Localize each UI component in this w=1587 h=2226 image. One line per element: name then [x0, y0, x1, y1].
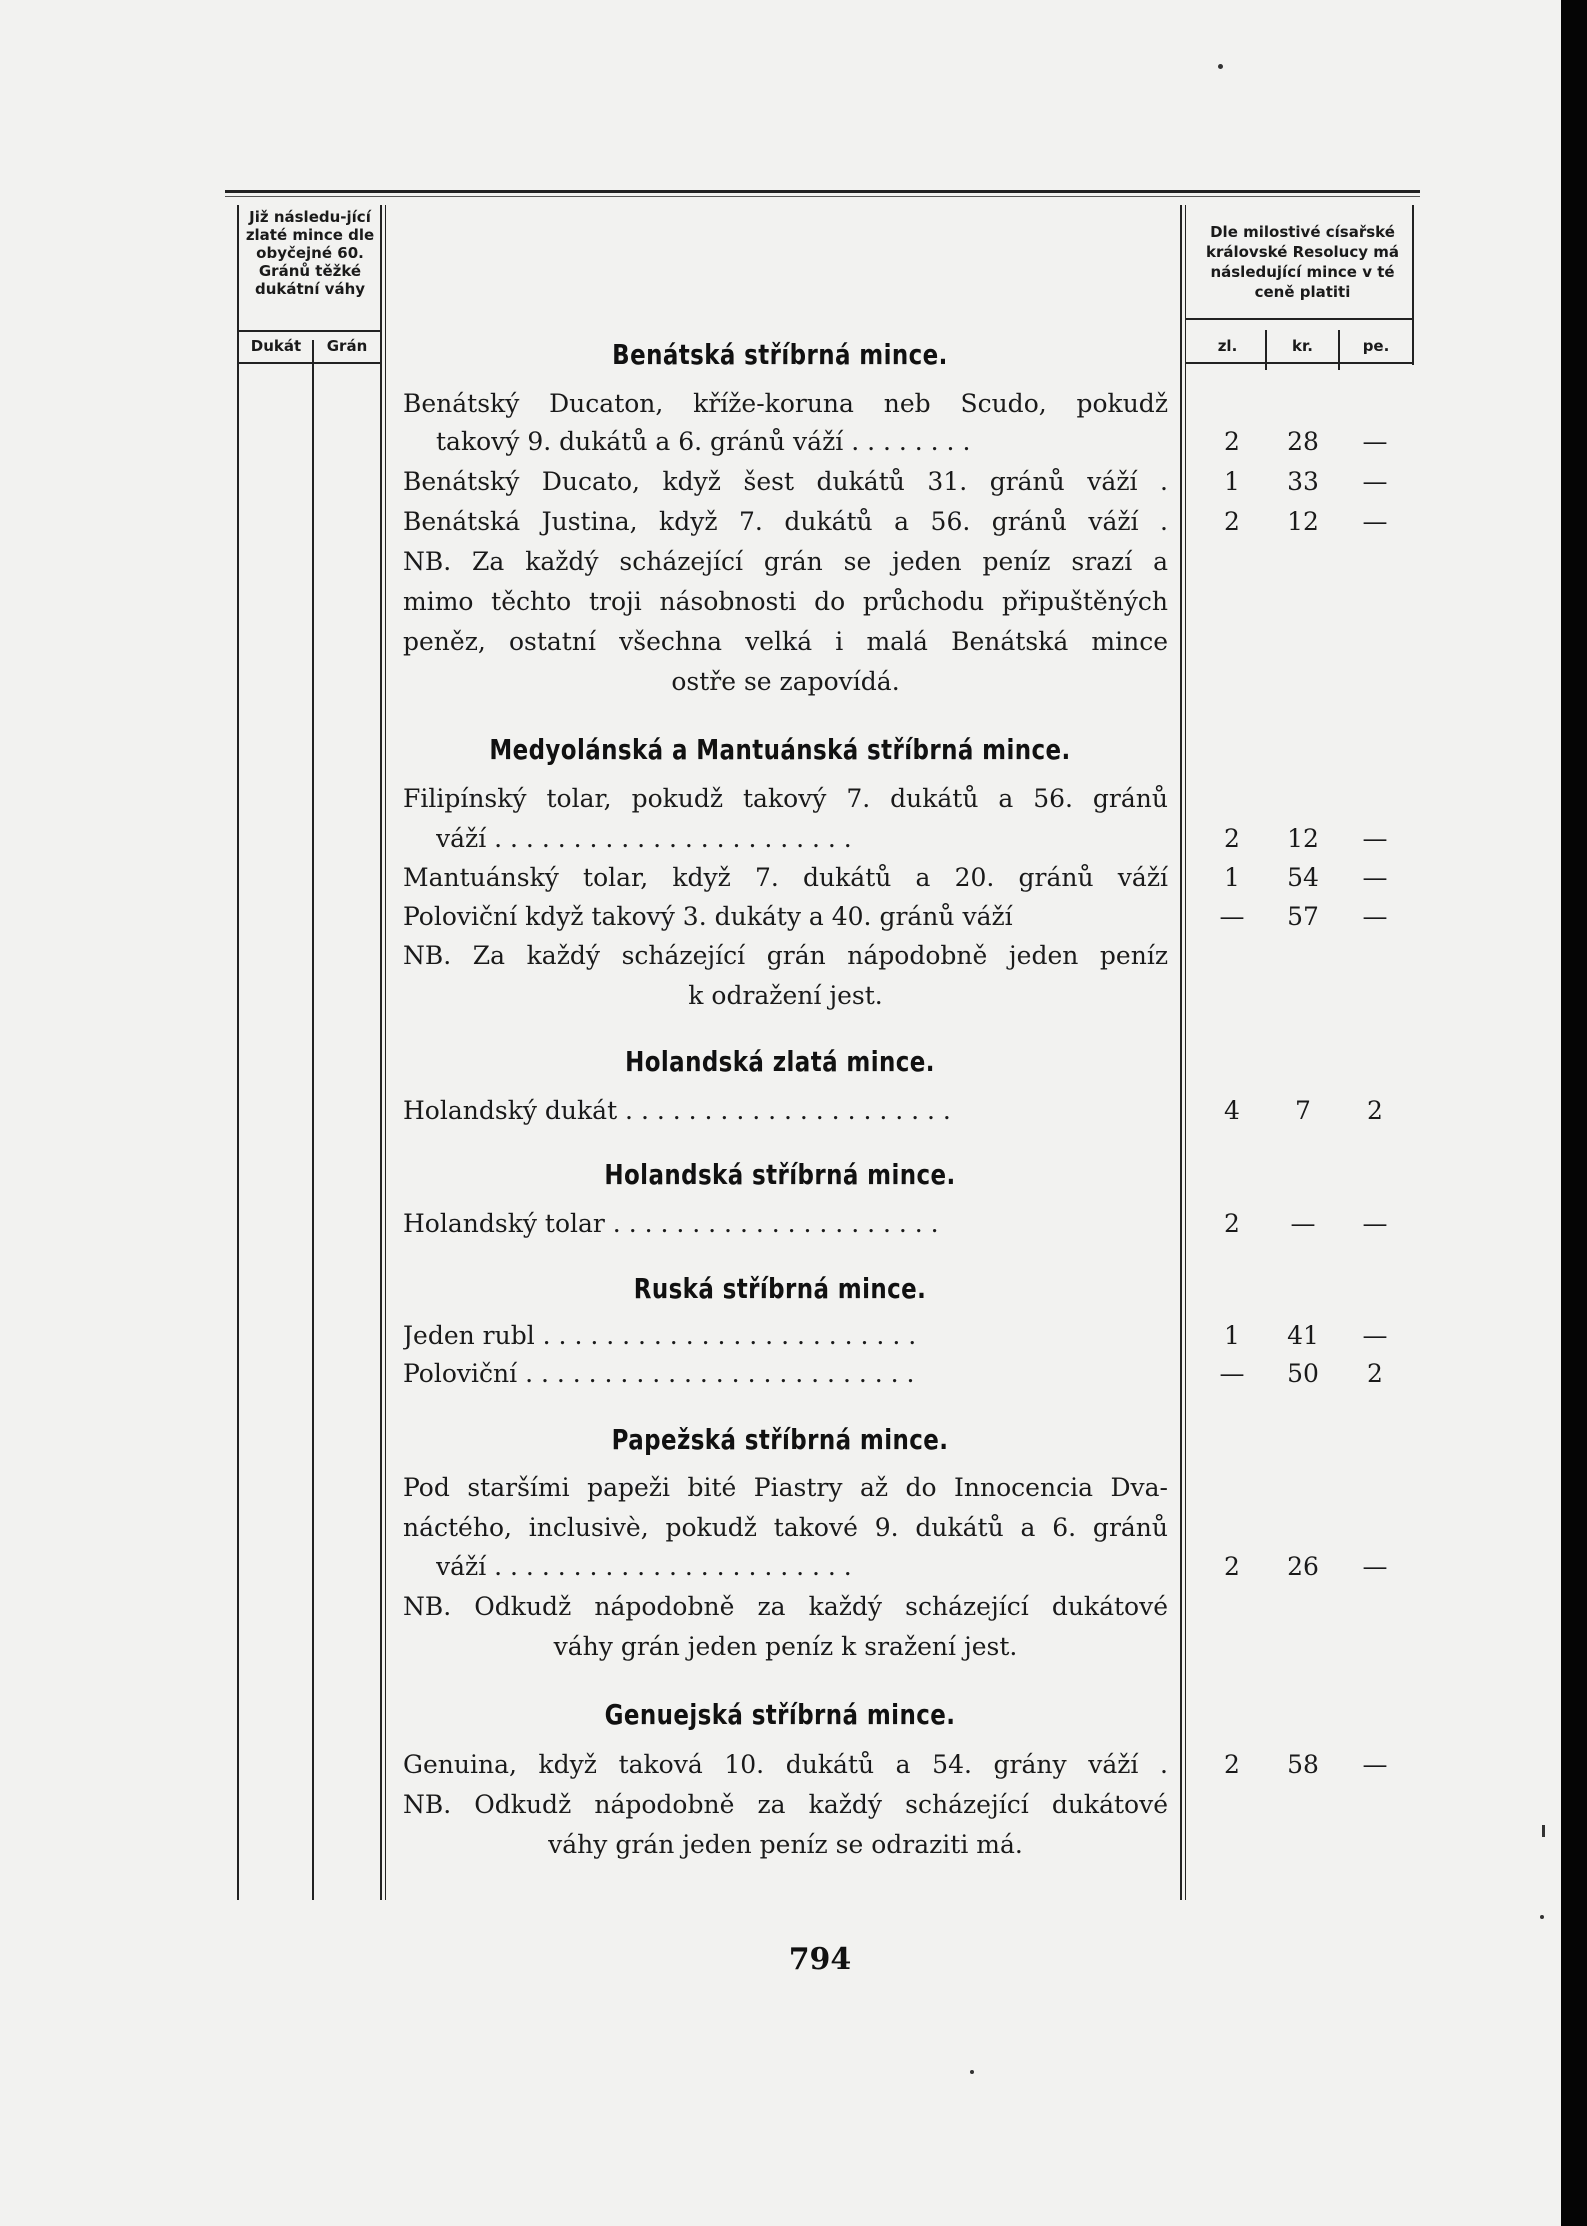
entry-line: Holandský dukát . . . . . . . . . . . . . . . . . . . . .: [403, 1096, 951, 1125]
entry-line: váží . . . . . . . . . . . . . . . . . . . . . . .: [436, 824, 852, 853]
note-line: k odražení jest.: [688, 981, 883, 1010]
note-line: váhy grán jeden peníz se odraziti má.: [548, 1830, 1023, 1859]
entry-line: váží . . . . . . . . . . . . . . . . . . . . . . .: [436, 1552, 852, 1581]
entry-line: Benátská Justina, když 7. dukátů a 56. gránů váží .: [403, 507, 1168, 536]
value-kr: 58: [1287, 1750, 1319, 1779]
value-kr: 12: [1287, 507, 1319, 536]
value-zl: 2: [1224, 427, 1240, 456]
note-line: NB. Odkudž nápodobně za každý scházející dukátové: [403, 1790, 1168, 1819]
value-pe: —: [1362, 467, 1388, 496]
left-col-dukat-header: Dukát: [250, 337, 302, 355]
right-text-border-2: [1185, 205, 1186, 1900]
entry-line: Mantuánský tolar, když 7. dukátů a 20. gránů váží: [403, 863, 1168, 892]
value-pe: —: [1362, 1552, 1388, 1581]
value-zl: 2: [1224, 507, 1240, 536]
section-title: Ruská stříbrná mince.: [633, 1272, 927, 1305]
section-title: Benátská stříbrná mince.: [612, 338, 948, 371]
entry-line: Poloviční když takový 3. dukáty a 40. gránů váží: [403, 902, 1013, 931]
value-zl: 2: [1224, 1209, 1240, 1238]
section-title: Genuejská stříbrná mince.: [604, 1698, 956, 1731]
section-title: Medyolánská a Mantuánská stříbrná mince.: [489, 733, 1071, 766]
value-zl: 2: [1224, 1552, 1240, 1581]
note-line: NB. Za každý scházející grán se jeden peníz srazí a: [403, 547, 1168, 576]
top-rule-thin: [225, 196, 1420, 197]
col-zl-header: zl.: [1217, 337, 1238, 355]
entry-line: náctého, inclusivè, pokudž takové 9. dukátů a 6. gránů: [403, 1513, 1168, 1542]
entry-line: Benátský Ducaton, kříže-koruna neb Scudo, pokudž: [403, 389, 1168, 418]
note-line: ostře se zapovídá.: [671, 667, 900, 696]
value-kr: 7: [1295, 1096, 1311, 1125]
page-number: 794: [788, 1942, 852, 1977]
value-zl: 2: [1224, 1750, 1240, 1779]
value-zl: 4: [1224, 1096, 1240, 1125]
value-kr: 28: [1287, 427, 1319, 456]
entry-line: takový 9. dukátů a 6. gránů váží . . . . . . . .: [436, 427, 971, 456]
entry-line: Poloviční . . . . . . . . . . . . . . . . . . . . . . . . .: [403, 1359, 915, 1388]
value-kr: 50: [1287, 1359, 1319, 1388]
value-pe: —: [1362, 507, 1388, 536]
value-zl: —: [1219, 1359, 1245, 1388]
value-pe: —: [1362, 824, 1388, 853]
scan-speck: [1542, 1825, 1545, 1837]
left-text-border-2: [385, 205, 386, 1900]
col-kr-header: kr.: [1292, 337, 1313, 355]
section-title: Holandská zlatá mince.: [625, 1045, 935, 1078]
scan-speck: [970, 2070, 974, 2074]
entry-line: Pod staršími papeži bité Piastry až do Innocencia Dva-: [403, 1473, 1168, 1502]
value-kr: 54: [1287, 863, 1319, 892]
value-kr: 26: [1287, 1552, 1319, 1581]
left-table-border: [237, 205, 239, 1900]
value-pe: —: [1362, 1209, 1388, 1238]
note-line: mimo těchto troji násobnosti do průchodu připuštěných: [403, 587, 1168, 616]
value-pe: —: [1362, 902, 1388, 931]
left-text-border: [380, 205, 382, 1900]
value-zl: —: [1219, 902, 1245, 931]
value-pe: —: [1362, 427, 1388, 456]
note-line: NB. Odkudž nápodobně za každý scházející dukátové: [403, 1592, 1168, 1621]
right-header-caption: Dle milostivé císařské královské Resolucy má následující mince v té ceně platiti: [1205, 223, 1400, 301]
value-kr: 33: [1287, 467, 1319, 496]
entry-line: Filipínský tolar, pokudž takový 7. dukátů a 56. gránů: [403, 784, 1168, 813]
left-col-divider: [312, 340, 314, 1900]
value-kr: 12: [1287, 824, 1319, 853]
section-title: Papežská stříbrná mince.: [611, 1423, 949, 1456]
top-rule: [225, 190, 1420, 193]
entry-line: Holandský tolar . . . . . . . . . . . . . . . . . . . . .: [403, 1209, 939, 1238]
value-zl: 1: [1224, 467, 1240, 496]
right-text-border: [1180, 205, 1182, 1900]
value-kr: 57: [1287, 902, 1319, 931]
value-pe: 2: [1367, 1096, 1383, 1125]
left-header-rule: [237, 330, 382, 332]
right-table-border: [1412, 205, 1414, 365]
value-pe: —: [1362, 1750, 1388, 1779]
value-zl: 1: [1224, 1321, 1240, 1350]
value-zl: 2: [1224, 824, 1240, 853]
value-zl: 1: [1224, 863, 1240, 892]
scan-speck: [1540, 1915, 1544, 1919]
entry-line: Genuina, když taková 10. dukátů a 54. grány váží .: [403, 1750, 1168, 1779]
value-pe: —: [1362, 1321, 1388, 1350]
entry-line: Benátský Ducato, když šest dukátů 31. gránů váží .: [403, 467, 1168, 496]
note-line: NB. Za každý scházející grán nápodobně jeden peníz: [403, 941, 1168, 970]
value-kr: —: [1290, 1209, 1316, 1238]
scan-speck: [1218, 64, 1223, 69]
value-kr: 41: [1287, 1321, 1319, 1350]
left-header-caption: Již následu-jící zlaté mince dle obyčejné 60. Gránů těžké dukátní váhy: [245, 208, 375, 298]
left-col-gran-header: Grán: [326, 337, 368, 355]
value-pe: —: [1362, 863, 1388, 892]
right-colhead-rule: [1185, 362, 1412, 364]
value-pe: 2: [1367, 1359, 1383, 1388]
entry-line: Jeden rubl . . . . . . . . . . . . . . . . . . . . . . . .: [403, 1321, 917, 1350]
scan-edge: [1561, 0, 1587, 2226]
right-header-rule: [1185, 318, 1412, 320]
note-line: váhy grán jeden peníz k sražení jest.: [553, 1632, 1018, 1661]
left-colhead-rule: [237, 362, 382, 364]
col-pe-header: pe.: [1362, 337, 1390, 355]
section-title: Holandská stříbrná mince.: [604, 1158, 956, 1191]
note-line: peněz, ostatní všechna velká i malá Benátská mince: [403, 627, 1168, 656]
